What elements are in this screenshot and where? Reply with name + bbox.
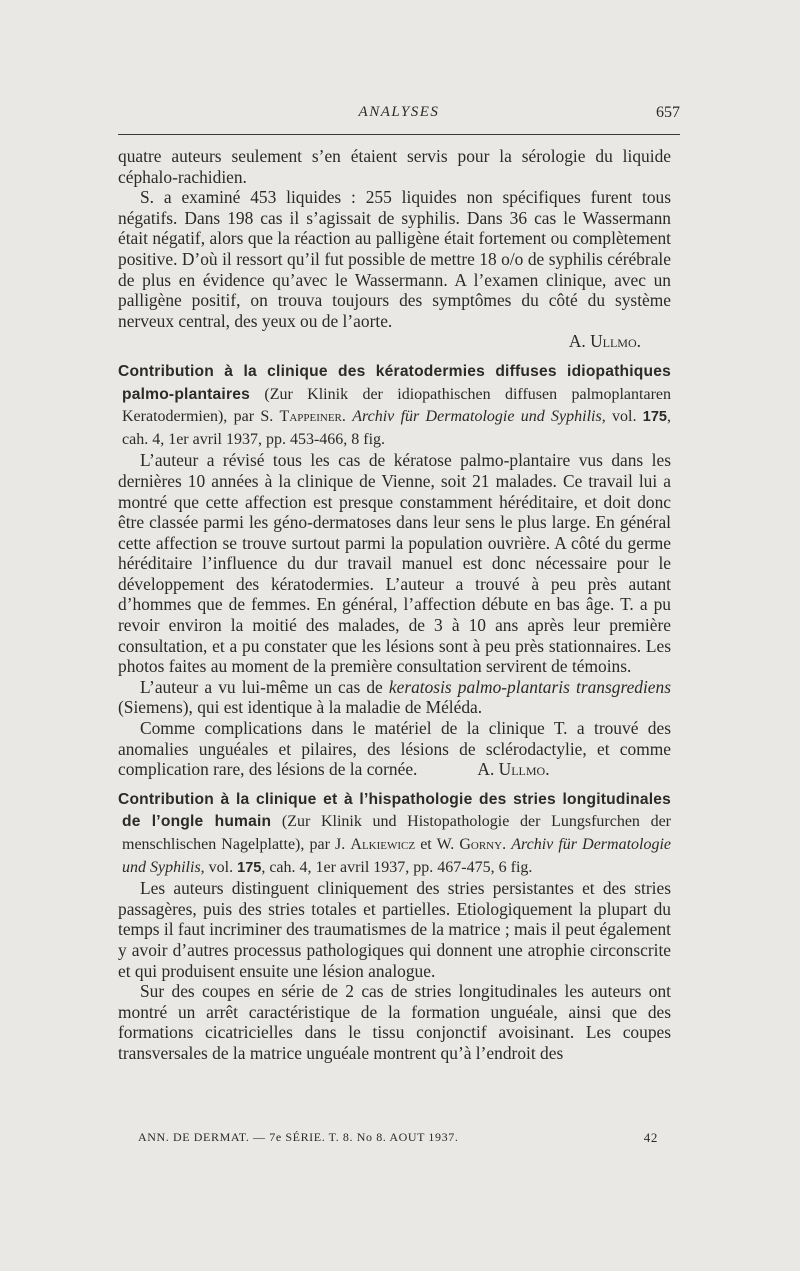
paragraph-text: (Siemens), qui est identique à la maladie de Méléda. [118,697,483,718]
running-header [118,100,680,130]
article-reference: , cah. 4, 1er avril 1937, pp. 453-466, 8 fig. [122,408,671,448]
article-heading [118,788,671,878]
running-title: ANALYSES [358,104,440,120]
article-title: Contribution à la clinique et à l’hispathologie des stries longitudinales de l’ongle humain [118,790,671,831]
article-author: Alkiewicz [350,836,416,853]
paragraph: Sur des coupes en série de 2 cas de stries longitudinales les auteurs ont montré un arrêt caractéristique de la formation unguéale, ainsi que des formations cicatricielles dans le tissu conjonctif avoisinant. Les coupes transversales de la matrice unguéale montrent qu’à l’endroit des [118,981,671,1063]
signature-text: A. Ullmo. [477,759,550,780]
disease-name: keratosis palmo-plantaris transgrediens [388,676,671,697]
volume-number: 175 [237,859,262,876]
article-reference: , vol. [601,408,643,426]
paragraph: L’auteur a révisé tous les cas de kératose palmo-plantaire vus dans les dernières 10 années à la clinique de Vienne, soit 21 malades. Ce travail lui a montré que cette affection est presque constamment héréditaire, et doit donc être classée parmi les géno-dermatoses dans leur sens le plus large. En général cette affection se trouve surtout parmi la population ouvrière. A côté du germe héréditaire l’influence du dur travail manuel est donc nécessaire pour le développement des kératodermies. L’auteur a trouvé à peu près autant d’hommes que de femmes. En général, l’affection débute en bas âge. T. a pu revoir environ la moitié des malades, de 3 à 10 ans après leur première consultation, et a pu constater que les lésions sont à peu près stationnaires. Les photos faites au moment de la première consultation servirent de témoins. [118,450,671,677]
journal-citation: ANN. DE DERMAT. — 7e SÉRIE. T. 8. No 8. AOUT 1937. [138,1130,459,1144]
signature-mark: 42 [643,1130,658,1145]
article-reference: et W. [415,836,460,853]
paragraph-text: Comme complications dans le matériel de la clinique T. a trouvé des anomalies unguéales et pilaires, des lésions de sclérodactylie, et comme complication rare, des lésions de la cornée. [118,718,671,780]
article-reference: . [341,408,353,426]
article-heading [118,360,671,450]
paragraph: S. a examiné 453 liquides : 255 liquides non spécifiques furent tous négatifs. Dans 198 cas il s’agissait de syphilis. Dans 36 cas le Wassermann était négatif, alors que la réaction au palligène était fortement ou complètement positive. D’où il ressort qu’il fut possible de mettre 18 o/o de syphilis cérébrale de plus en évidence qu’avec le Wassermann. A l’examen clinique, avec un palligène positif, on trouva toujours des symptômes du côté du système nerveux central, des yeux ou de l’aorte. [118,187,671,331]
article-author: Tappeiner [279,408,342,426]
paragraph-text: L’auteur a vu lui-même un cas de [140,676,389,697]
volume-number: 175 [642,409,667,426]
paragraph [118,718,671,780]
article-reference: (Zur Klinik der idiopathischen diffusen palmoplantaren Keratodermien), par S. [122,385,671,426]
paragraph [118,677,671,718]
page-number: 657 [656,104,680,121]
signature [118,331,671,352]
text-body [118,146,671,1064]
paragraph-continued: quatre auteurs seulement s’en étaient servis pour la sérologie du liquide céphalo-rachidien. [118,146,671,187]
article-reference: . [502,836,512,853]
journal-title: Archiv für Dermatologie und Syphilis [352,408,602,426]
article-title: Contribution à la clinique des kératodermies diffuses idiopathiques palmo-plantaires [118,362,671,403]
signature-text: A. Ullmo. [568,331,641,352]
article-author: Gorny [459,836,503,853]
paragraph: Les auteurs distinguent cliniquement des stries persistantes et des stries passagères, puis des stries totales et partielles. Etiologiquement la plupart du temps il faut incriminer des traumatismes de la matrice ; mais il peut également y avoir d’autres processus pathologiques qui donnent une atrophie circonscrite et qui produisent ensuite une lésion analogue. [118,878,671,981]
journal-title: Archiv für Dermatologie und Syphilis [122,836,672,876]
article-reference: , cah. 4, 1er avril 1937, pp. 467-475, 6 fig. [261,858,533,876]
header-rule [118,134,680,135]
article-reference: , vol. [200,858,238,876]
article-reference: (Zur Klinik und Histopathologie der Lungsfurchen der menschlischen Nagelplatte), par J. [122,813,671,853]
